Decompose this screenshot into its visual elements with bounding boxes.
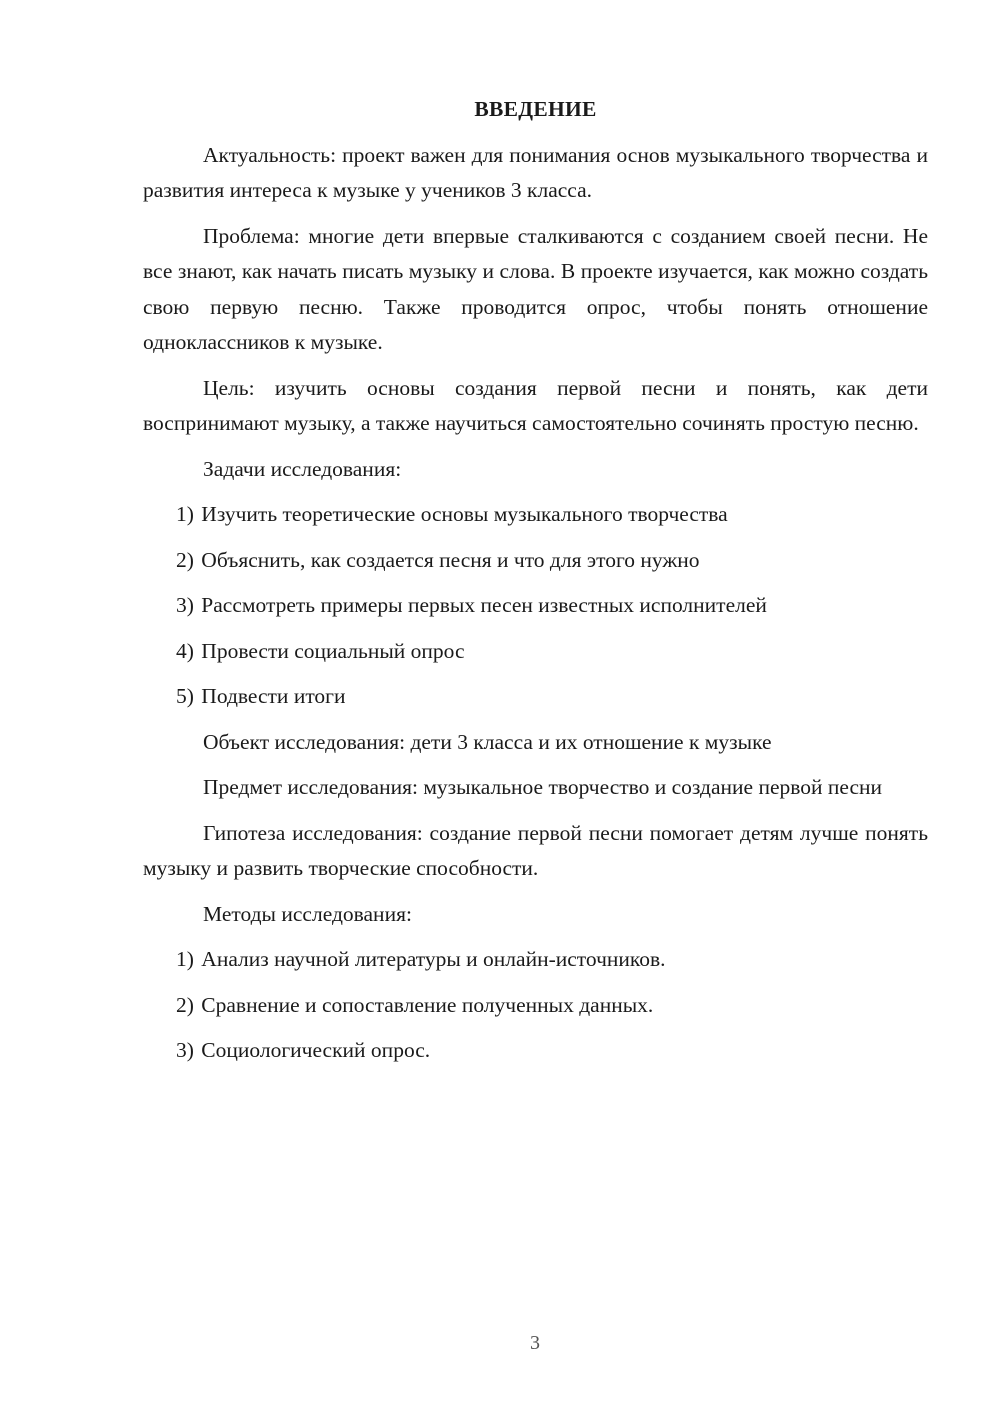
problem-paragraph: Проблема: многие дети впервые сталкиваются с созданием своей песни. Не все знают, как начать писать музыку и слова. В проекте изучается, как можно создать свою первую песню. Также проводится опрос, чтобы понять отношение одноклассников к музыке. (143, 223, 928, 354)
tasks-heading: Задачи исследования: (203, 456, 402, 481)
task-list-item (143, 679, 928, 715)
task-list-item (143, 543, 928, 579)
page-number: 3 (530, 1332, 540, 1354)
list-item-text: Изучить теоретические основы музыкального творчества (201, 502, 728, 526)
task-list-item (143, 588, 928, 624)
method-list-item (143, 1033, 928, 1069)
list-number: 2) (176, 547, 194, 572)
list-number: 2) (176, 992, 194, 1017)
relevance-paragraph: Актуальность: проект важен для понимания основ музыкального творчества и развития интереса к музыке у учеников 3 класса. (143, 142, 928, 202)
list-item-text: Подвести итоги (201, 684, 346, 708)
list-number: 4) (176, 638, 194, 663)
list-item-text: Анализ научной литературы и онлайн-источников. (201, 947, 666, 971)
hypothesis-paragraph: Гипотеза исследования: создание первой песни помогает детям лучше понять музыку и развить творческие способности. (143, 820, 928, 880)
document-page (143, 92, 928, 1079)
list-number: 3) (176, 1038, 194, 1062)
list-item-text: Объяснить, как создается песня и что для этого нужно (201, 547, 700, 572)
document-title: ВВЕДЕНИЕ (474, 97, 597, 121)
method-list-item (143, 942, 928, 978)
list-item-text: Рассмотреть примеры первых песен известных исполнителей (201, 593, 767, 617)
list-number: 1) (176, 502, 194, 526)
list-item-text: Социологический опрос. (201, 1038, 431, 1062)
task-list-item (143, 497, 928, 533)
list-item-text: Сравнение и сопоставление полученных данных. (201, 992, 654, 1017)
list-number: 5) (176, 684, 194, 708)
list-number: 3) (176, 593, 194, 617)
task-list-item (143, 634, 928, 670)
list-number: 1) (176, 947, 194, 971)
methods-heading: Методы исследования: (203, 901, 412, 926)
goal-paragraph: Цель: изучить основы создания первой песни и понять, как дети воспринимают музыку, а также научиться самостоятельно сочинять простую песню. (143, 375, 928, 435)
list-item-text: Провести социальный опрос (201, 638, 465, 663)
method-list-item (143, 988, 928, 1024)
subject-paragraph: Предмет исследования: музыкальное творчество и создание первой песни (203, 775, 883, 799)
object-paragraph: Объект исследования: дети 3 класса и их отношение к музыке (203, 729, 772, 754)
